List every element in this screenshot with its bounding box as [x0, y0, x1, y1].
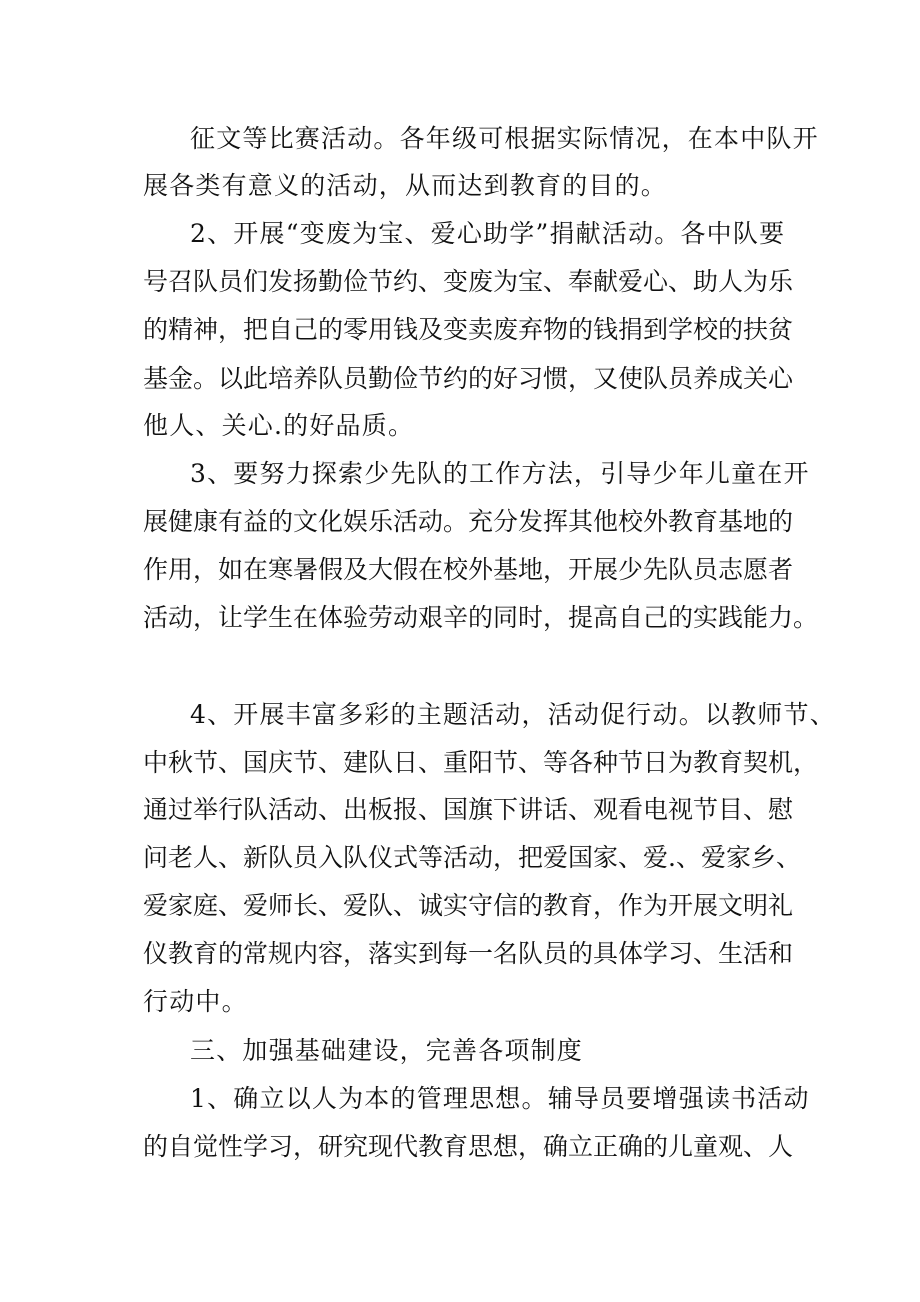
text-line: 3、要努力探索少先队的工作方法，引导少年儿童在开	[190, 459, 810, 488]
text-line: 2、开展“变废为宝、爱心助学”捐献活动。各中队要	[190, 219, 786, 248]
text-line: 的精神，把自己的零用钱及变卖废弃物的钱捐到学校的扶贫	[143, 315, 794, 344]
text-line: 问老人、新队员入队仪式等活动，把爱国家、爱.、爱家乡、	[143, 843, 801, 872]
text-line: 征文等比赛活动。各年级可根据实际情况，在本中队开	[190, 124, 819, 153]
text-line: 号召队员们发扬勤俭节约、变废为宝、奉献爱心、助人为乐	[143, 267, 794, 296]
text-line: 通过举行队活动、出板报、国旗下讲话、观看电视节目、慰	[143, 795, 794, 824]
text-line: 基金。以此培养队员勤俭节约的好习惯，又使队员养成关心	[143, 364, 794, 393]
text-line: 作用，如在寒暑假及大假在校外基地，开展少先队员志愿者	[143, 555, 794, 584]
text-line: 展各类有意义的活动，从而达到教育的目的。	[143, 171, 668, 200]
text-line: 仪教育的常规内容，落实到每一名队员的具体学习、生活和	[143, 939, 794, 968]
text-line: 4、开展丰富多彩的主题活动，活动促行动。以教师节、	[190, 700, 836, 729]
text-line: 的自觉性学习，研究现代教育思想，确立正确的儿童观、人	[143, 1132, 794, 1161]
text-line: 展健康有益的文化娱乐活动。充分发挥其他校外教育基地的	[143, 507, 794, 536]
text-line: 爱家庭、爱师长、爱队、诚实守信的教育，作为开展文明礼	[143, 891, 794, 920]
text-line: 中秋节、国庆节、建队日、重阳节、等各种节日为教育契机，	[143, 748, 819, 777]
text-line: 1、确立以人为本的管理思想。辅导员要增强读书活动	[190, 1084, 810, 1113]
text-line: 他人、关心.的好品质。	[143, 411, 415, 440]
section-heading: 三、加强基础建设，完善各项制度	[190, 1036, 584, 1065]
text-line: 行动中。	[143, 987, 248, 1016]
text-line: 活动，让学生在体验劳动艰辛的同时，提高自己的实践能力。	[143, 603, 819, 632]
